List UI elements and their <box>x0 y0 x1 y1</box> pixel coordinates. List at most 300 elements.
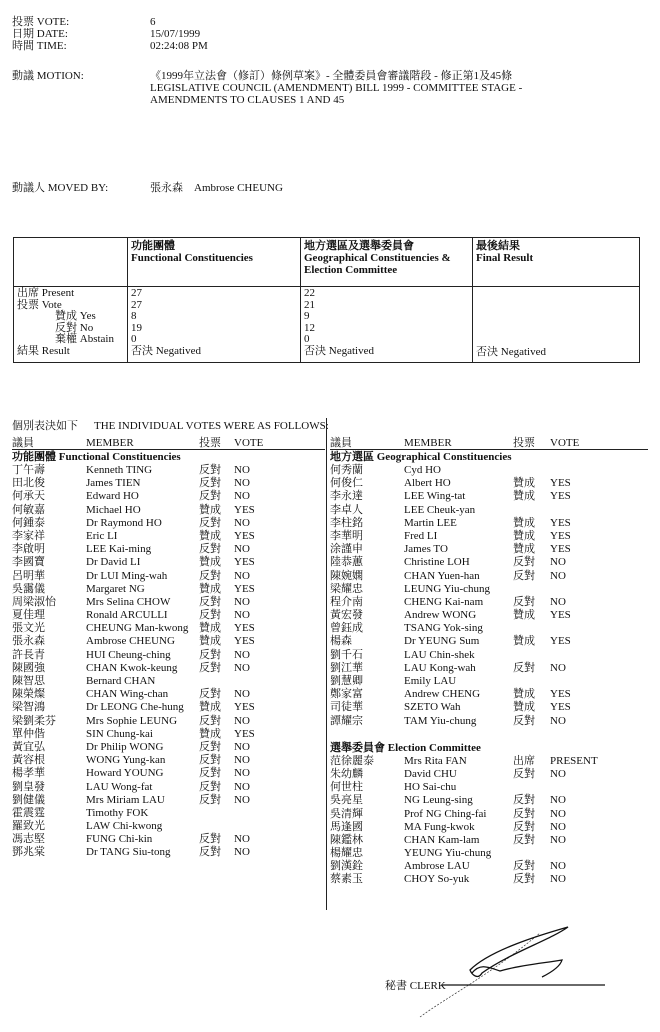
vote-cn: 反對 <box>513 595 535 608</box>
member-name-en: Cyd HO <box>404 464 441 476</box>
geographical-member-list <box>330 464 648 728</box>
member-name-en: Howard YOUNG <box>86 767 164 780</box>
member-name-cn: 蔡素玉 <box>330 873 363 886</box>
member-name-cn: 劉千石 <box>330 648 363 661</box>
vote-cn: 反對 <box>513 820 535 833</box>
member-name-cn: 黃容根 <box>12 754 45 767</box>
vote-cn: 反對 <box>199 661 221 674</box>
vote-en: YES <box>234 727 255 740</box>
vote-en: YES <box>550 477 571 490</box>
vote-cn: 反對 <box>199 464 221 476</box>
group-title-geographical: 地方選區 Geographical Constituencies <box>330 451 512 463</box>
member-name-cn: 李國寶 <box>12 556 45 569</box>
vote-en: YES <box>550 688 571 701</box>
row-label-yes: 贊成 Yes <box>55 310 96 322</box>
vote-cn: 反對 <box>199 846 221 859</box>
geographical-result: 否決 Negatived <box>304 344 374 357</box>
vote-cn: 贊成 <box>513 477 535 490</box>
member-name-en: Dr YEUNG Sum <box>404 635 480 648</box>
vote-en: YES <box>234 529 255 542</box>
member-row <box>330 821 648 834</box>
member-row <box>12 464 325 477</box>
member-name-en: TAM Yiu-chung <box>404 714 477 727</box>
member-name-en: LEE Cheuk-yan <box>404 503 476 516</box>
member-name-cn: 李永達 <box>330 490 363 503</box>
member-name-cn: 劉皇發 <box>12 780 45 793</box>
member-name-en: Mrs Sophie LEUNG <box>86 714 178 727</box>
member-row <box>12 635 325 648</box>
vote-en: NO <box>234 464 250 476</box>
final-result: 否決 Negatived <box>476 346 546 358</box>
member-row <box>330 715 648 728</box>
vote-cn: 反對 <box>513 661 535 674</box>
member-name-en: CHENG Kai-nam <box>404 595 484 608</box>
vote-cn: 反對 <box>199 688 221 701</box>
row-label-result: 結果 Result <box>17 344 70 357</box>
member-name-en: LAU Chin-shek <box>404 648 475 661</box>
member-name-en: David CHU <box>404 767 457 780</box>
member-name-en: Prof NG Ching-fai <box>404 807 487 820</box>
member-name-cn: 譚耀宗 <box>330 714 363 727</box>
vote-en: NO <box>234 793 250 806</box>
vote-en: YES <box>234 556 255 569</box>
member-name-cn: 涂謹申 <box>330 543 363 556</box>
member-name-en: LEE Wing-tat <box>404 490 466 503</box>
member-name-cn: 梁劉柔芬 <box>12 714 56 727</box>
member-name-en: LAU Kong-wah <box>404 661 476 674</box>
functional-present: 27 <box>131 287 142 299</box>
vote-cn: 贊成 <box>199 622 221 635</box>
member-name-cn: 呂明華 <box>12 569 45 582</box>
vote-cn: 反對 <box>513 833 535 846</box>
member-row <box>330 556 648 569</box>
member-name-cn: 劉慧卿 <box>330 675 363 687</box>
vote-en: PRESENT <box>550 754 598 767</box>
vote-en: NO <box>550 794 566 807</box>
vote-cn: 反對 <box>199 740 221 753</box>
functional-member-list <box>12 464 325 860</box>
member-row <box>330 768 648 781</box>
vote-cn: 反對 <box>513 794 535 807</box>
member-row <box>12 794 325 807</box>
vote-en: NO <box>550 807 566 820</box>
member-name-en: Ambrose LAU <box>404 860 470 873</box>
summary-geographical-column <box>300 238 472 362</box>
vote-en: NO <box>234 767 250 780</box>
member-name-cn: 梁耀忠 <box>330 582 363 595</box>
vote-en: NO <box>234 740 250 753</box>
member-name-en: Margaret NG <box>86 582 145 595</box>
summary-final-column <box>472 238 639 362</box>
vote-en: NO <box>550 661 566 674</box>
time-label: 時間 TIME: <box>12 40 67 52</box>
geographical-header: 地方選區及選舉委員會 Geographical Constituencies & Election Committee <box>304 240 451 276</box>
member-name-en: Christine LOH <box>404 556 470 569</box>
vote-en: NO <box>550 767 566 780</box>
column-header: 議員 MEMBER 投票 VOTE <box>330 436 648 450</box>
vote-en: YES <box>234 582 255 595</box>
member-row <box>12 715 325 728</box>
vote-en: NO <box>550 860 566 873</box>
member-name-en: Timothy FOK <box>86 806 149 819</box>
member-name-en: Mrs Miriam LAU <box>86 793 165 806</box>
vote-en: NO <box>234 754 250 767</box>
vote-cn: 贊成 <box>513 543 535 556</box>
member-row <box>330 635 648 648</box>
summary-functional-column <box>127 238 300 362</box>
member-name-en: Bernard CHAN <box>86 675 156 687</box>
vote-cn: 反對 <box>199 477 221 490</box>
vote-en: NO <box>550 569 566 582</box>
vote-cn: 贊成 <box>513 529 535 542</box>
member-row <box>12 728 325 741</box>
member-row <box>330 781 648 794</box>
member-row <box>330 517 648 530</box>
vote-cn: 贊成 <box>513 609 535 622</box>
member-row <box>330 543 648 556</box>
column-header: 議員 MEMBER 投票 VOTE <box>12 436 325 450</box>
vote-cn: 贊成 <box>513 516 535 529</box>
member-name-cn: 程介南 <box>330 595 363 608</box>
vote-en: NO <box>550 714 566 727</box>
vote-cn: 贊成 <box>513 688 535 701</box>
member-row <box>12 662 325 675</box>
vote-en: NO <box>550 556 566 569</box>
vote-en: NO <box>234 780 250 793</box>
member-name-cn: 曾鈺成 <box>330 622 363 635</box>
member-row <box>12 477 325 490</box>
member-name-cn: 陳國強 <box>12 661 45 674</box>
member-name-en: Ronald ARCULLI <box>86 609 168 622</box>
member-name-en: CHAN Kam-lam <box>404 833 480 846</box>
member-row <box>330 583 648 596</box>
member-name-cn: 張永森 <box>12 635 45 648</box>
vote-cn: 反對 <box>199 714 221 727</box>
member-name-en: HO Sai-chu <box>404 781 457 794</box>
member-name-cn: 司徒華 <box>330 701 363 714</box>
member-row <box>12 781 325 794</box>
member-name-en: CHAN Wing-chan <box>86 688 169 701</box>
geographical-yes: 9 <box>304 310 310 322</box>
member-row <box>330 701 648 714</box>
vote-en: YES <box>550 516 571 529</box>
member-name-en: Ambrose CHEUNG <box>86 635 175 648</box>
vote-cn: 贊成 <box>513 635 535 648</box>
summary-table <box>13 237 640 363</box>
vote-en: NO <box>234 833 250 846</box>
member-name-en: Eric LI <box>86 529 118 542</box>
member-row <box>12 543 325 556</box>
member-name-cn: 吳亮星 <box>330 794 363 807</box>
functional-yes: 8 <box>131 310 137 322</box>
member-name-cn: 何鍾泰 <box>12 516 45 529</box>
vote-cn: 反對 <box>199 490 221 503</box>
vote-en: YES <box>550 490 571 503</box>
date-value: 15/07/1999 <box>150 28 201 40</box>
member-row <box>330 794 648 807</box>
member-name-cn: 鄭家富 <box>330 688 363 701</box>
vote-cn: 贊成 <box>199 582 221 595</box>
member-row <box>12 820 325 833</box>
member-name-en: LEUNG Yiu-chung <box>404 582 491 595</box>
row-label-abstain: 棄權 Abstain <box>55 333 114 345</box>
clerk-signature-icon <box>400 925 660 1032</box>
member-name-cn: 梁智鴻 <box>12 701 45 714</box>
vote-cn: 反對 <box>199 767 221 780</box>
functional-abstain: 0 <box>131 333 137 345</box>
member-name-cn: 陳智思 <box>12 675 45 687</box>
member-name-cn: 馬逢國 <box>330 820 363 833</box>
individual-votes-intro: 個別表決如下 THE INDIVIDUAL VOTES WERE AS FOLLOWS: <box>12 420 329 432</box>
member-name-en: Dr TANG Siu-tong <box>86 846 171 859</box>
motion-label: 動議 MOTION: <box>12 70 84 82</box>
vote-en: NO <box>550 595 566 608</box>
motion-line-cn: 《1999年立法會（修訂）條例草案》- 全體委員會審議階段 - 修正第1及45條 <box>150 70 513 82</box>
member-row <box>12 701 325 714</box>
motion-text <box>150 70 650 106</box>
member-name-cn: 黃宏發 <box>330 609 363 622</box>
motion-line-en-1: LEGISLATIVE COUNCIL (AMENDMENT) BILL 1999 - COMMITTEE STAGE - <box>150 82 523 94</box>
geographical-abstain: 0 <box>304 333 310 345</box>
member-name-cn: 夏佳理 <box>12 609 45 622</box>
member-name-cn: 朱幼麟 <box>330 767 363 780</box>
member-name-cn: 何秀蘭 <box>330 464 363 476</box>
member-row <box>330 530 648 543</box>
member-name-en: Edward HO <box>86 490 139 503</box>
vote-en: NO <box>234 609 250 622</box>
member-row <box>12 675 325 688</box>
member-row <box>12 754 325 767</box>
functional-votes-column <box>12 436 325 860</box>
vote-en: YES <box>550 529 571 542</box>
member-name-en: James TO <box>404 543 448 556</box>
member-name-en: Martin LEE <box>404 516 457 529</box>
vote-cn: 出席 <box>513 754 535 767</box>
member-row <box>330 490 648 503</box>
member-name-cn: 李家祥 <box>12 529 45 542</box>
functional-vote: 27 <box>131 298 142 311</box>
member-name-en: Albert HO <box>404 477 451 490</box>
vote-cn: 反對 <box>513 807 535 820</box>
member-row <box>12 570 325 583</box>
functional-header: 功能團體 Functional Constituencies <box>131 240 253 264</box>
vote-en: YES <box>550 701 571 714</box>
member-name-cn: 范徐麗泰 <box>330 754 374 767</box>
row-label-vote: 投票 Vote <box>17 298 62 311</box>
member-name-en: WONG Yung-kan <box>86 754 166 767</box>
member-row <box>330 834 648 847</box>
vote-en: NO <box>550 873 566 886</box>
time-value: 02:24:08 PM <box>150 40 208 52</box>
vote-cn: 反對 <box>513 714 535 727</box>
member-row <box>330 675 648 688</box>
vote-en: NO <box>550 820 566 833</box>
vote-en: YES <box>234 635 255 648</box>
member-name-cn: 何敏嘉 <box>12 503 45 516</box>
member-name-en: Dr Philip WONG <box>86 740 164 753</box>
clerk-label: 秘書 CLERK <box>385 980 446 992</box>
vote-cn: 反對 <box>199 609 221 622</box>
vote-cn: 反對 <box>199 569 221 582</box>
member-name-cn: 吳清輝 <box>330 807 363 820</box>
vote-cn: 反對 <box>513 873 535 886</box>
member-name-cn: 鄧兆棠 <box>12 846 45 859</box>
member-name-en: FUNG Chi-kin <box>86 833 153 846</box>
row-label-no: 反對 No <box>55 321 94 334</box>
member-name-en: NG Leung-sing <box>404 794 473 807</box>
member-name-en: Emily LAU <box>404 675 457 687</box>
vote-en: YES <box>550 635 571 648</box>
vote-cn: 反對 <box>199 780 221 793</box>
member-name-cn: 何世柱 <box>330 781 363 794</box>
moved-by-label: 動議人 MOVED BY: <box>12 182 109 194</box>
vote-en: NO <box>234 569 250 582</box>
member-row <box>330 464 648 477</box>
member-name-cn: 霍震霆 <box>12 806 45 819</box>
member-name-cn: 楊孝華 <box>12 767 45 780</box>
member-name-en: Andrew WONG <box>404 609 477 622</box>
member-row <box>12 490 325 503</box>
member-name-cn: 李華明 <box>330 529 363 542</box>
member-name-cn: 丁午壽 <box>12 464 45 476</box>
vote-cn: 反對 <box>199 793 221 806</box>
vote-en: YES <box>234 622 255 635</box>
member-name-cn: 劉健儀 <box>12 793 45 806</box>
member-name-en: YEUNG Yiu-chung <box>404 847 492 860</box>
member-name-cn: 馮志堅 <box>12 833 45 846</box>
member-row <box>12 609 325 622</box>
election-committee-member-list <box>330 755 648 887</box>
member-row <box>330 596 648 609</box>
summary-header-divider <box>14 286 639 287</box>
member-name-en: CHAN Kwok-keung <box>86 661 178 674</box>
vote-en: NO <box>234 688 250 701</box>
vote-en: NO <box>234 661 250 674</box>
member-name-cn: 李柱銘 <box>330 516 363 529</box>
member-row <box>330 873 648 886</box>
member-row <box>330 622 648 635</box>
member-name-en: Michael HO <box>86 503 141 516</box>
member-name-cn: 何俊仁 <box>330 477 363 490</box>
vote-en: YES <box>234 701 255 714</box>
vote-en: NO <box>234 543 250 556</box>
member-row <box>12 504 325 517</box>
member-row <box>330 860 648 873</box>
vote-en: NO <box>550 833 566 846</box>
member-name-en: Dr LEONG Che-hung <box>86 701 184 714</box>
member-row <box>330 609 648 622</box>
member-name-cn: 吳靄儀 <box>12 582 45 595</box>
member-name-cn: 陳婉嫻 <box>330 569 363 582</box>
member-row <box>330 570 648 583</box>
member-name-cn: 楊森 <box>330 635 352 648</box>
member-name-en: Dr Raymond HO <box>86 516 162 529</box>
member-row <box>12 846 325 859</box>
geographical-vote: 21 <box>304 298 315 311</box>
geographical-present: 22 <box>304 287 315 299</box>
geographical-no: 12 <box>304 321 315 334</box>
member-name-cn: 陸恭蕙 <box>330 556 363 569</box>
member-name-cn: 劉江華 <box>330 661 363 674</box>
member-name-cn: 羅致光 <box>12 820 45 833</box>
final-header: 最後結果 Final Result <box>476 240 534 264</box>
moved-by-value: 張永森 Ambrose CHEUNG <box>150 182 283 194</box>
member-name-en: SZETO Wah <box>404 701 461 714</box>
member-row <box>330 662 648 675</box>
member-name-cn: 單仲偕 <box>12 727 45 740</box>
member-name-en: Dr David LI <box>86 556 141 569</box>
member-name-en: LAW Chi-kwong <box>86 820 163 833</box>
column-divider <box>326 418 327 910</box>
vote-cn: 贊成 <box>199 556 221 569</box>
vote-cn: 贊成 <box>199 529 221 542</box>
member-name-cn: 陳鑑林 <box>330 833 363 846</box>
member-name-en: SIN Chung-kai <box>86 727 153 740</box>
vote-en: NO <box>234 490 250 503</box>
group-title-functional: 功能團體 Functional Constituencies <box>12 451 181 463</box>
member-name-cn: 黃宜弘 <box>12 740 45 753</box>
member-name-cn: 周梁淑怡 <box>12 595 56 608</box>
member-name-en: Mrs Selina CHOW <box>86 595 171 608</box>
vote-cn: 反對 <box>199 595 221 608</box>
vote-cn: 反對 <box>513 569 535 582</box>
vote-en: NO <box>234 477 250 490</box>
vote-en: YES <box>234 503 255 516</box>
member-name-cn: 田北俊 <box>12 477 45 490</box>
member-name-cn: 李啟明 <box>12 543 45 556</box>
functional-result: 否決 Negatived <box>131 344 201 357</box>
member-row <box>330 504 648 517</box>
motion-line-en-2: AMENDMENTS TO CLAUSES 1 AND 45 <box>150 94 345 106</box>
vote-cn: 反對 <box>513 556 535 569</box>
vote-en: NO <box>234 516 250 529</box>
vote-cn: 贊成 <box>199 727 221 740</box>
vote-cn: 贊成 <box>513 490 535 503</box>
vote-cn: 反對 <box>199 543 221 556</box>
member-name-en: CHEUNG Man-kwong <box>86 622 189 635</box>
member-name-cn: 許長青 <box>12 648 45 661</box>
member-name-en: MA Fung-kwok <box>404 820 475 833</box>
member-row <box>12 530 325 543</box>
vote-number-value: 6 <box>150 16 156 28</box>
vote-en: NO <box>234 846 250 859</box>
member-name-en: HUI Cheung-ching <box>86 648 171 661</box>
vote-cn: 反對 <box>513 767 535 780</box>
member-name-en: TSANG Yok-sing <box>404 622 483 635</box>
vote-cn: 贊成 <box>199 503 221 516</box>
group-title-election-committee: 選舉委員會 Election Committee <box>330 741 481 754</box>
member-name-en: CHAN Yuen-han <box>404 569 480 582</box>
vote-cn: 贊成 <box>199 701 221 714</box>
member-row <box>12 807 325 820</box>
member-row <box>330 808 648 821</box>
date-label: 日期 DATE: <box>12 28 68 40</box>
member-name-en: James TIEN <box>86 477 141 490</box>
member-row <box>12 767 325 780</box>
vote-number-label: 投票 VOTE: <box>12 16 70 28</box>
summary-labels-column <box>14 238 127 362</box>
member-name-en: Fred LI <box>404 529 438 542</box>
member-row <box>12 622 325 635</box>
member-name-cn: 何承天 <box>12 490 45 503</box>
member-row <box>330 688 648 701</box>
member-row <box>12 688 325 701</box>
vote-cn: 反對 <box>199 754 221 767</box>
member-name-cn: 劉漢銓 <box>330 860 363 873</box>
member-name-en: CHOY So-yuk <box>404 873 470 886</box>
vote-en: NO <box>234 648 250 661</box>
vote-en: YES <box>550 609 571 622</box>
